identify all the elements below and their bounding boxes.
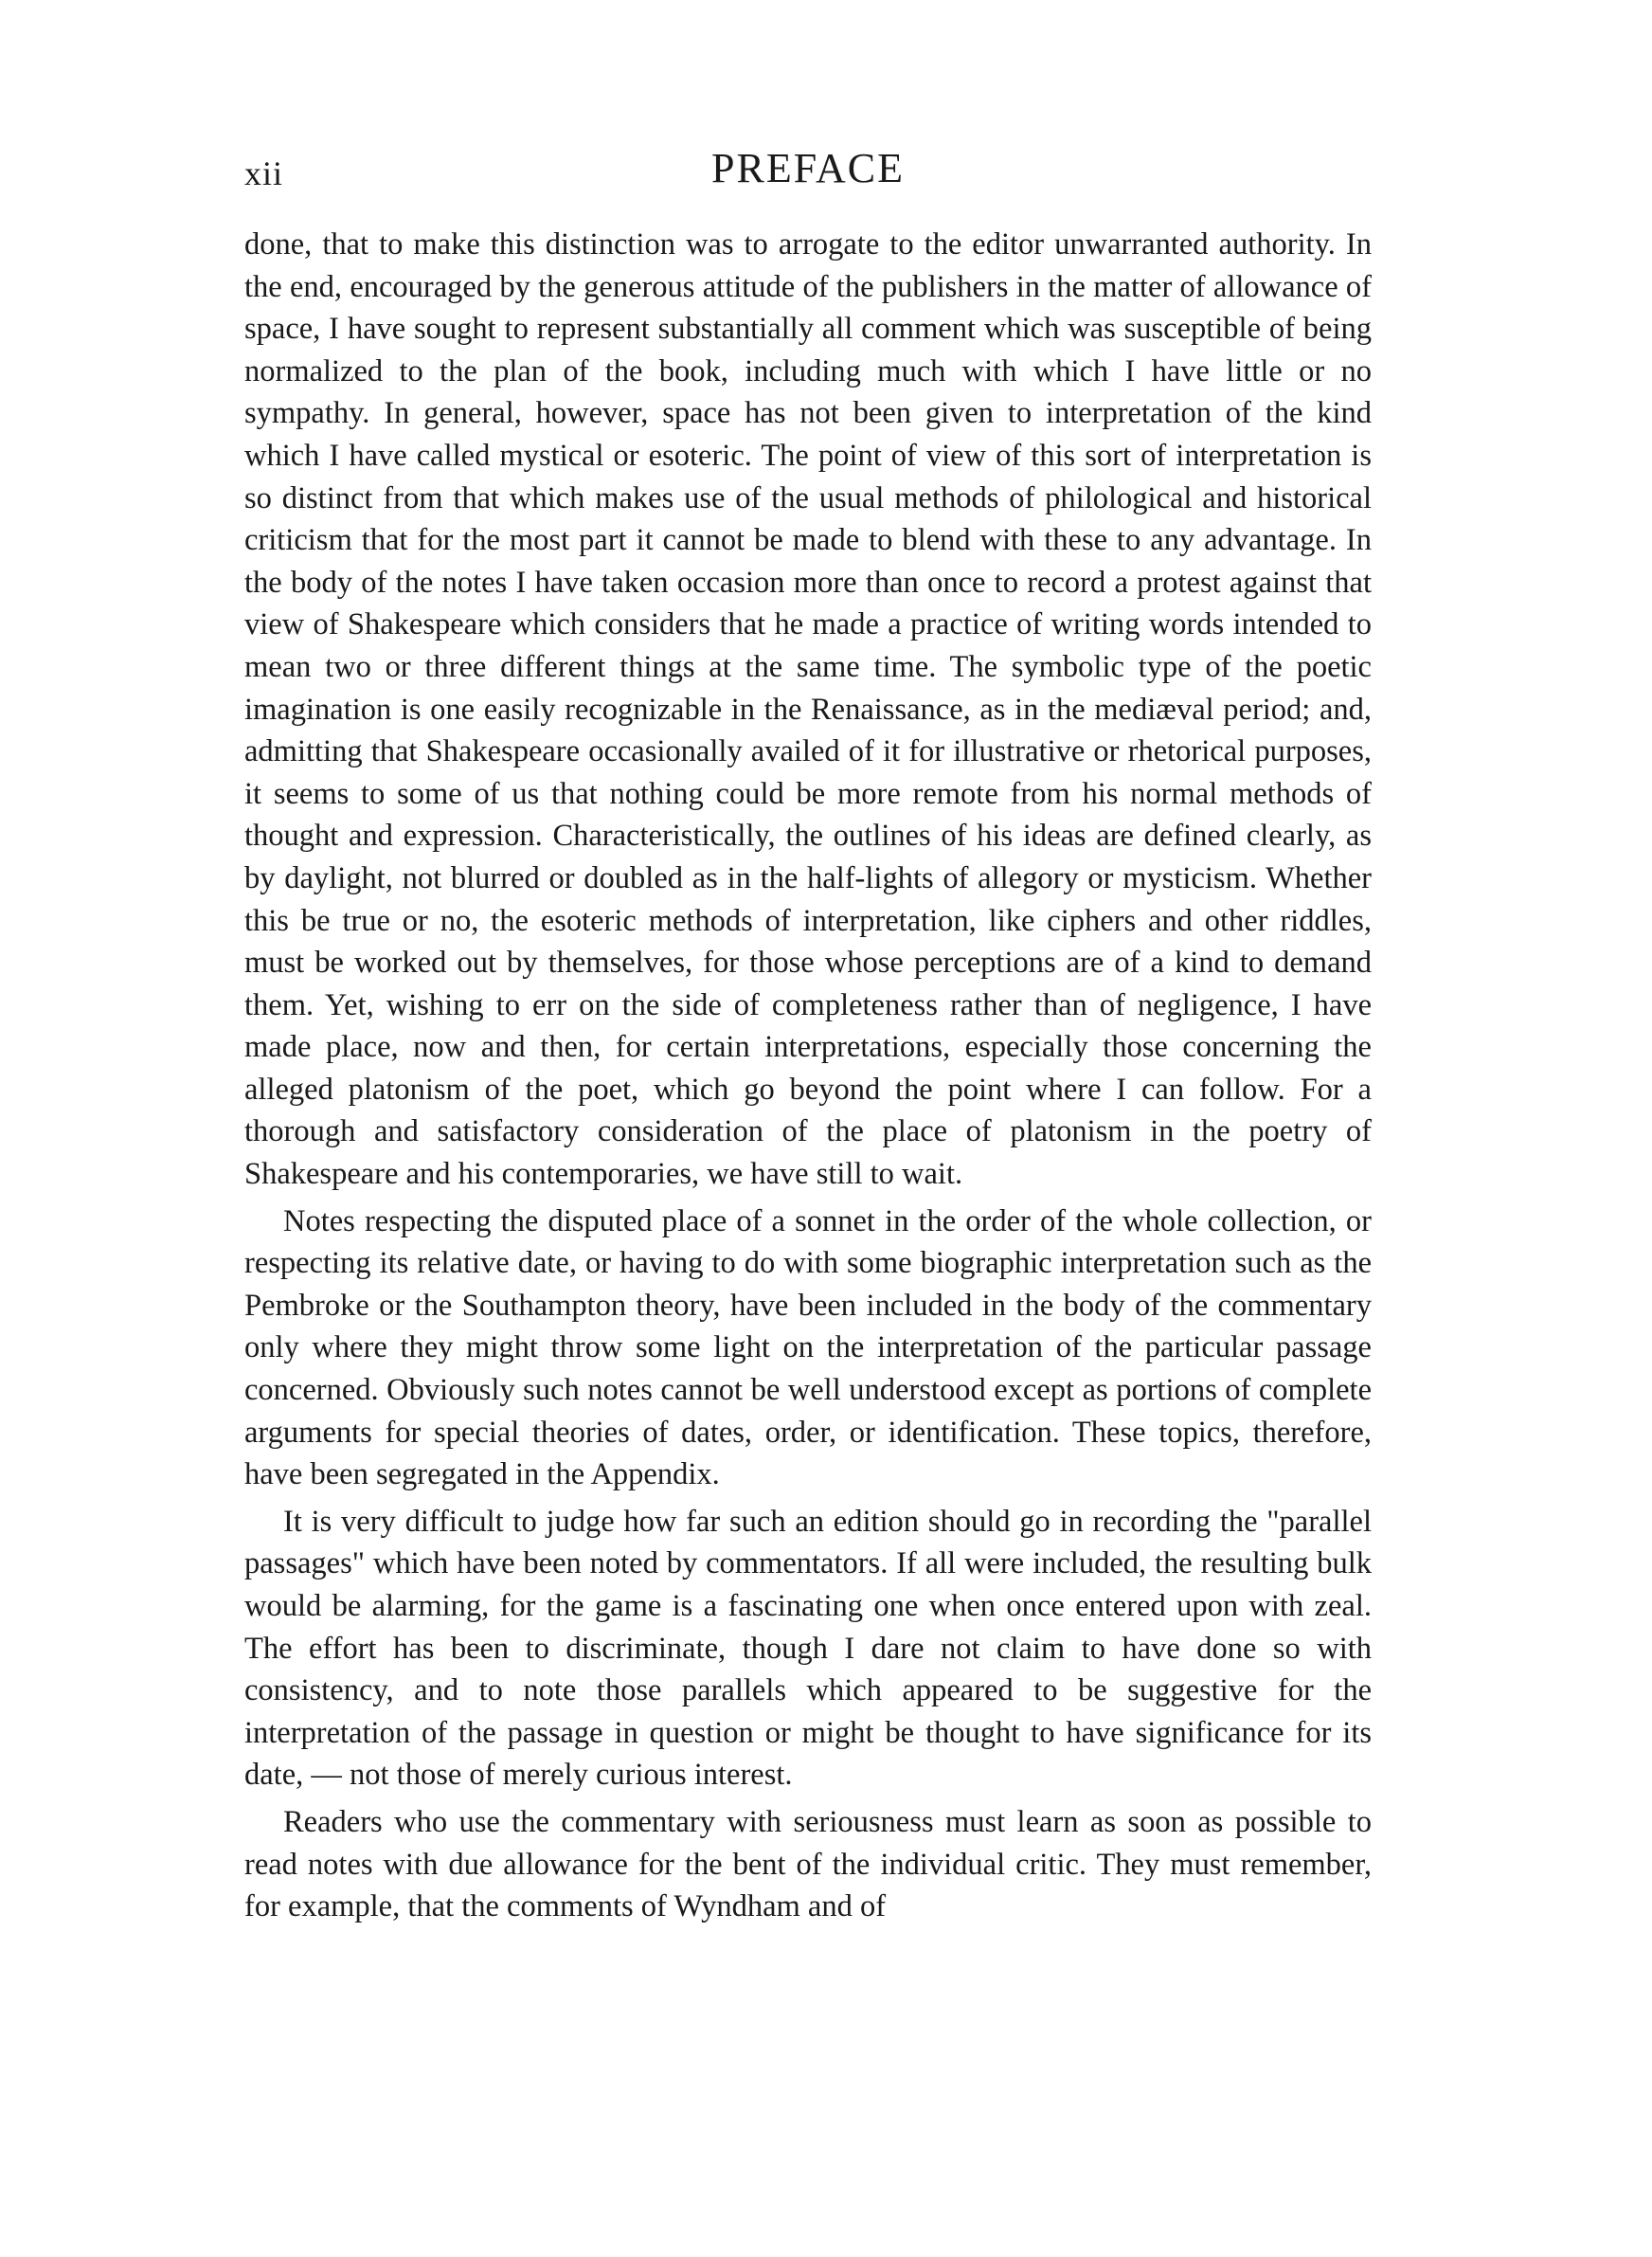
book-page <box>244 0 1372 2257</box>
paragraph-notes-on-sonnet-order: Notes respecting the disputed place of a sonnet in the order of the whole collection, or respecting its relative date, or having to do with some biographic interpretation such as the Pembroke or the Southampton theory, have been included in the body of the commentary only where they might throw some light on the interpretation of the particular passage concerned. Obviously such notes cannot be well understood except as portions of complete arguments for special theories of dates, order, or identification. These topics, therefore, have been segregated in the Appendix. <box>244 1203 1372 1492</box>
paragraph-parallel-passages: It is very difficult to judge how far such an edition should go in recording the "parallel passages" which have been noted by commentators. If all were included, the resulting bulk would be alarming, for the game is a fascinating one when once entered upon with zeal. The effort has been to discriminate, though I dare not claim to have done so with consistency, and to note those parallels which appeared to be suggestive for the interpretation of the passage in question or might be thought to have significance for its date, — not those of merely curious interest. <box>244 1504 1372 1793</box>
running-title: PREFACE <box>711 145 905 191</box>
page-header <box>244 142 1372 199</box>
paragraph-continued: done, that to make this distinction was to arrogate to the editor unwarranted authority. In the end, encouraged by the generous attitude of the publishers in the matter of allowance of space, I have sought to represent substantially all comment which was susceptible of being normalized to the plan of the book, including much with which I have little or no sympathy. In general, however, space has not been given to interpretation of the kind which I have called mystical or esoteric. The point of view of this sort of interpretation is so distinct from that which makes use of the usual methods of philological and historical criticism that for the most part it cannot be made to blend with these to any advantage. In the body of the notes I have taken occasion more than once to record a protest against that view of Shakespeare which considers that he made a practice of writing words intended to mean two or three different things at the same time. The symbolic type of the poetic imagination is one easily recognizable in the Renaissance, as in the mediæval period; and, admitting that Shakespeare occasionally availed of it for illustrative or rhetorical purposes, it seems to some of us that nothing could be more remote from his normal methods of thought and expression. Characteristically, the outlines of his ideas are defined clearly, as by daylight, not blurred or doubled as in the half-lights of allegory or mysticism. Whether this be true or no, the esoteric methods of interpretation, like ciphers and other riddles, must be worked out by themselves, for those whose perceptions are of a kind to demand them. Yet, wishing to err on the side of completeness rather than of negligence, I have made place, now and then, for certain interpretations, especially those concerning the alleged platonism of the poet, which go beyond the point where I can follow. For a thorough and satisfactory consideration of the place of platonism in the poetry of Shakespeare and his contemporaries, we have still to wait. <box>244 227 1372 1192</box>
body-text <box>244 224 1372 1933</box>
paragraph-readers-commentary: Readers who use the commentary with seriousness must learn as soon as possible to read notes with due allowance for the bent of the individual critic. They must remember, for example, that the comments of Wyndham and of <box>244 1804 1372 1924</box>
page-number: xii <box>244 154 284 192</box>
